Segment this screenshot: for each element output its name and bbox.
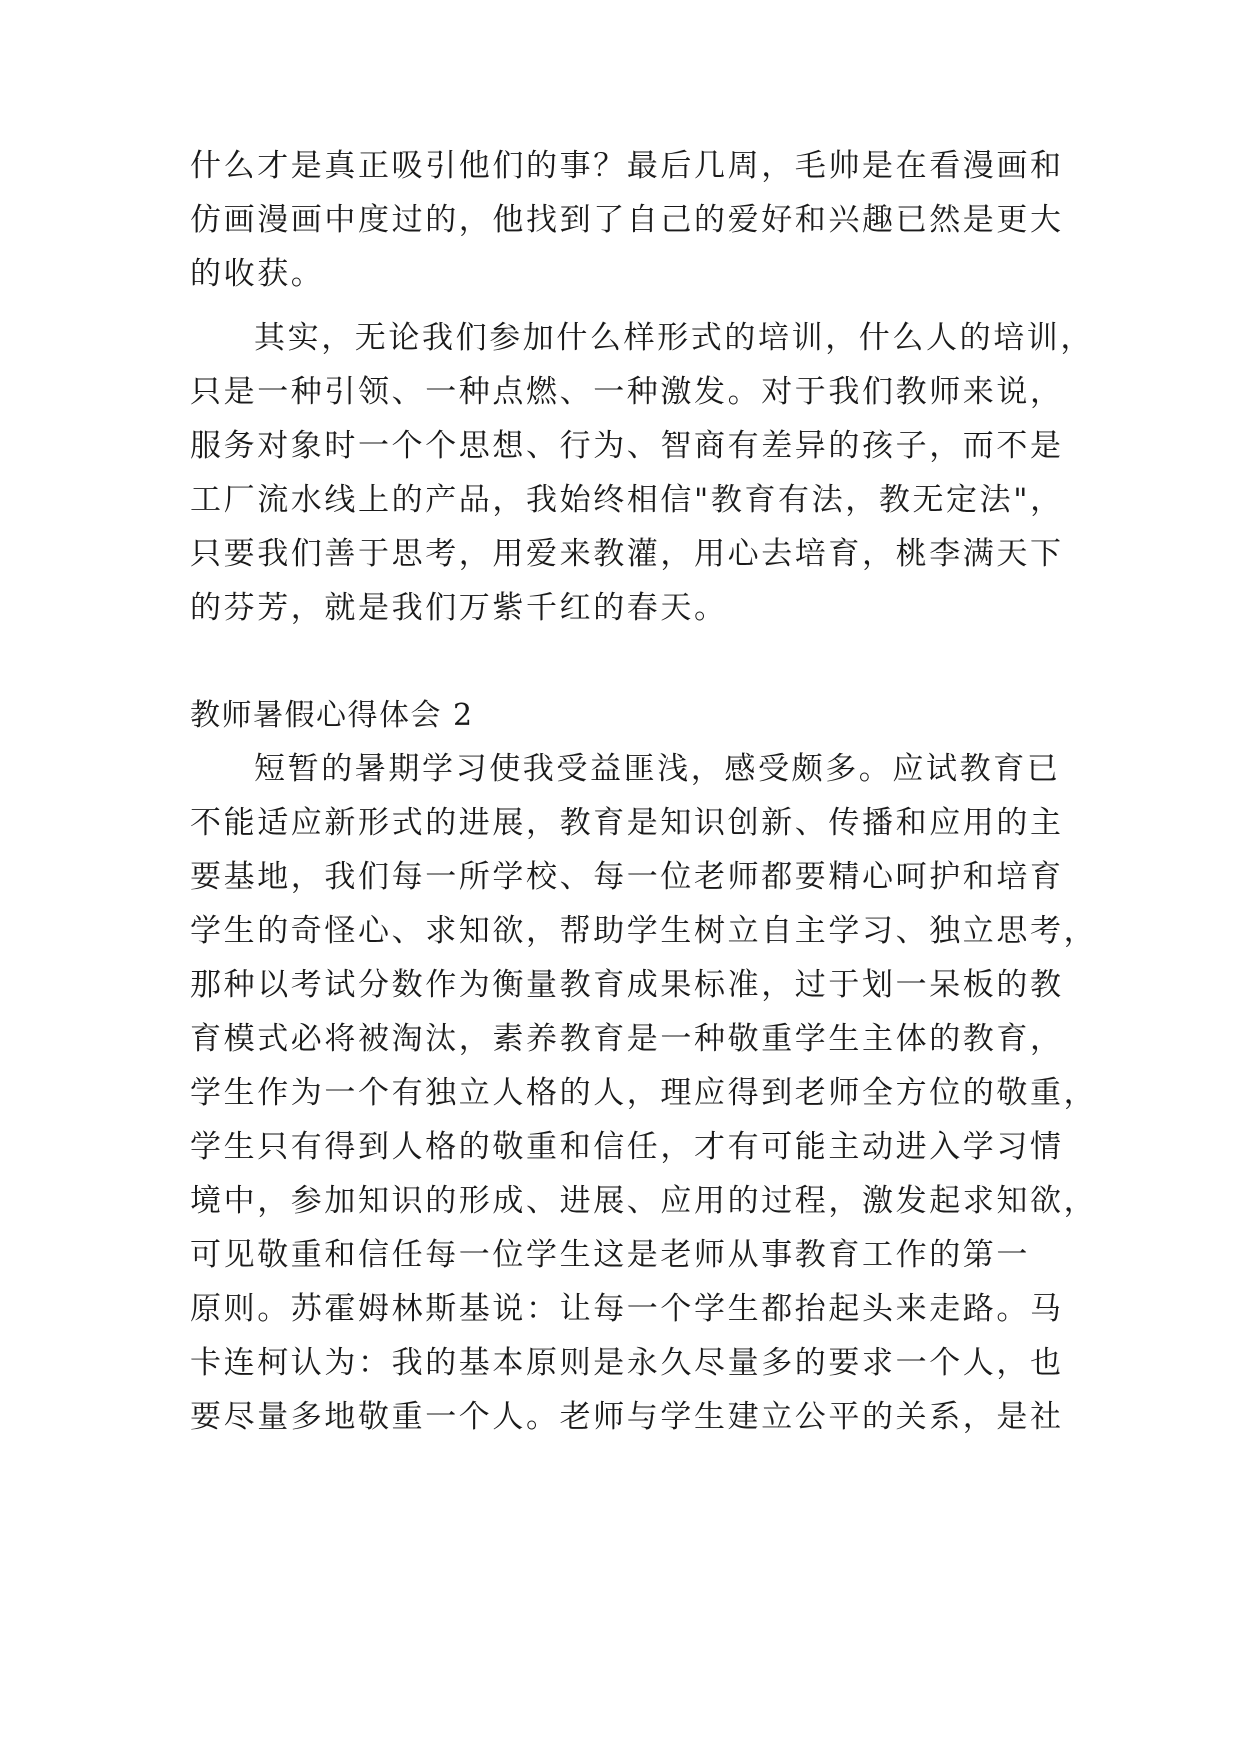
paragraph-line: 要基地，我们每一所学校、每一位老师都要精心呵护和培育 bbox=[190, 859, 1064, 895]
paragraph-line: 的芬芳，就是我们万紫千红的春天。 bbox=[190, 590, 728, 626]
paragraph-line: 育模式必将被淘汰，素养教育是一种敬重学生主体的教育， bbox=[190, 1021, 1064, 1057]
section-heading: 教师暑假心得体会 2 bbox=[190, 698, 474, 733]
paragraph-line: 不能适应新形式的进展，教育是知识创新、传播和应用的主 bbox=[190, 805, 1064, 841]
paragraph-line: 学生只有得到人格的敬重和信任，才有可能主动进入学习情 bbox=[190, 1129, 1064, 1165]
paragraph-line: 只要我们善于思考，用爱来教灌，用心去培育，桃李满天下 bbox=[190, 536, 1064, 572]
paragraph-line: 要尽量多地敬重一个人。老师与学生建立公平的关系，是社 bbox=[190, 1399, 1064, 1435]
paragraph-line: 原则。苏霍姆林斯基说：让每一个学生都抬起头来走路。马 bbox=[190, 1291, 1064, 1327]
paragraph-line: 工厂流水线上的产品，我始终相信"教育有法，教无定法"， bbox=[190, 482, 1064, 518]
paragraph-line: 的收获。 bbox=[190, 256, 325, 292]
paragraph-line: 可见敬重和信任每一位学生这是老师从事教育工作的第一 bbox=[190, 1237, 1030, 1273]
paragraph-line: 仿画漫画中度过的，他找到了自己的爱好和兴趣已然是更大 bbox=[190, 202, 1064, 238]
paragraph-line: 服务对象时一个个思想、行为、智商有差异的孩子，而不是 bbox=[190, 428, 1064, 464]
paragraph-line: 什么才是真正吸引他们的事？最后几周，毛帅是在看漫画和 bbox=[190, 148, 1064, 184]
paragraph-line: 学生作为一个有独立人格的人，理应得到老师全方位的敬重， bbox=[190, 1075, 1098, 1111]
paragraph-line: 卡连柯认为：我的基本原则是永久尽量多的要求一个人，也 bbox=[190, 1345, 1064, 1381]
paragraph-line: 只是一种引领、一种点燃、一种激发。对于我们教师来说， bbox=[190, 374, 1064, 410]
paragraph-line: 那种以考试分数作为衡量教育成果标准，过于划一呆板的教 bbox=[190, 967, 1064, 1003]
paragraph-line: 学生的奇怪心、求知欲，帮助学生树立自主学习、独立思考， bbox=[190, 913, 1098, 949]
paragraph-line: 短暂的暑期学习使我受益匪浅，感受颇多。应试教育已 bbox=[254, 751, 1061, 787]
paragraph-line: 境中，参加知识的形成、进展、应用的过程，激发起求知欲， bbox=[190, 1183, 1098, 1219]
paragraph-line: 其实，无论我们参加什么样形式的培训，什么人的培训， bbox=[254, 320, 1094, 356]
